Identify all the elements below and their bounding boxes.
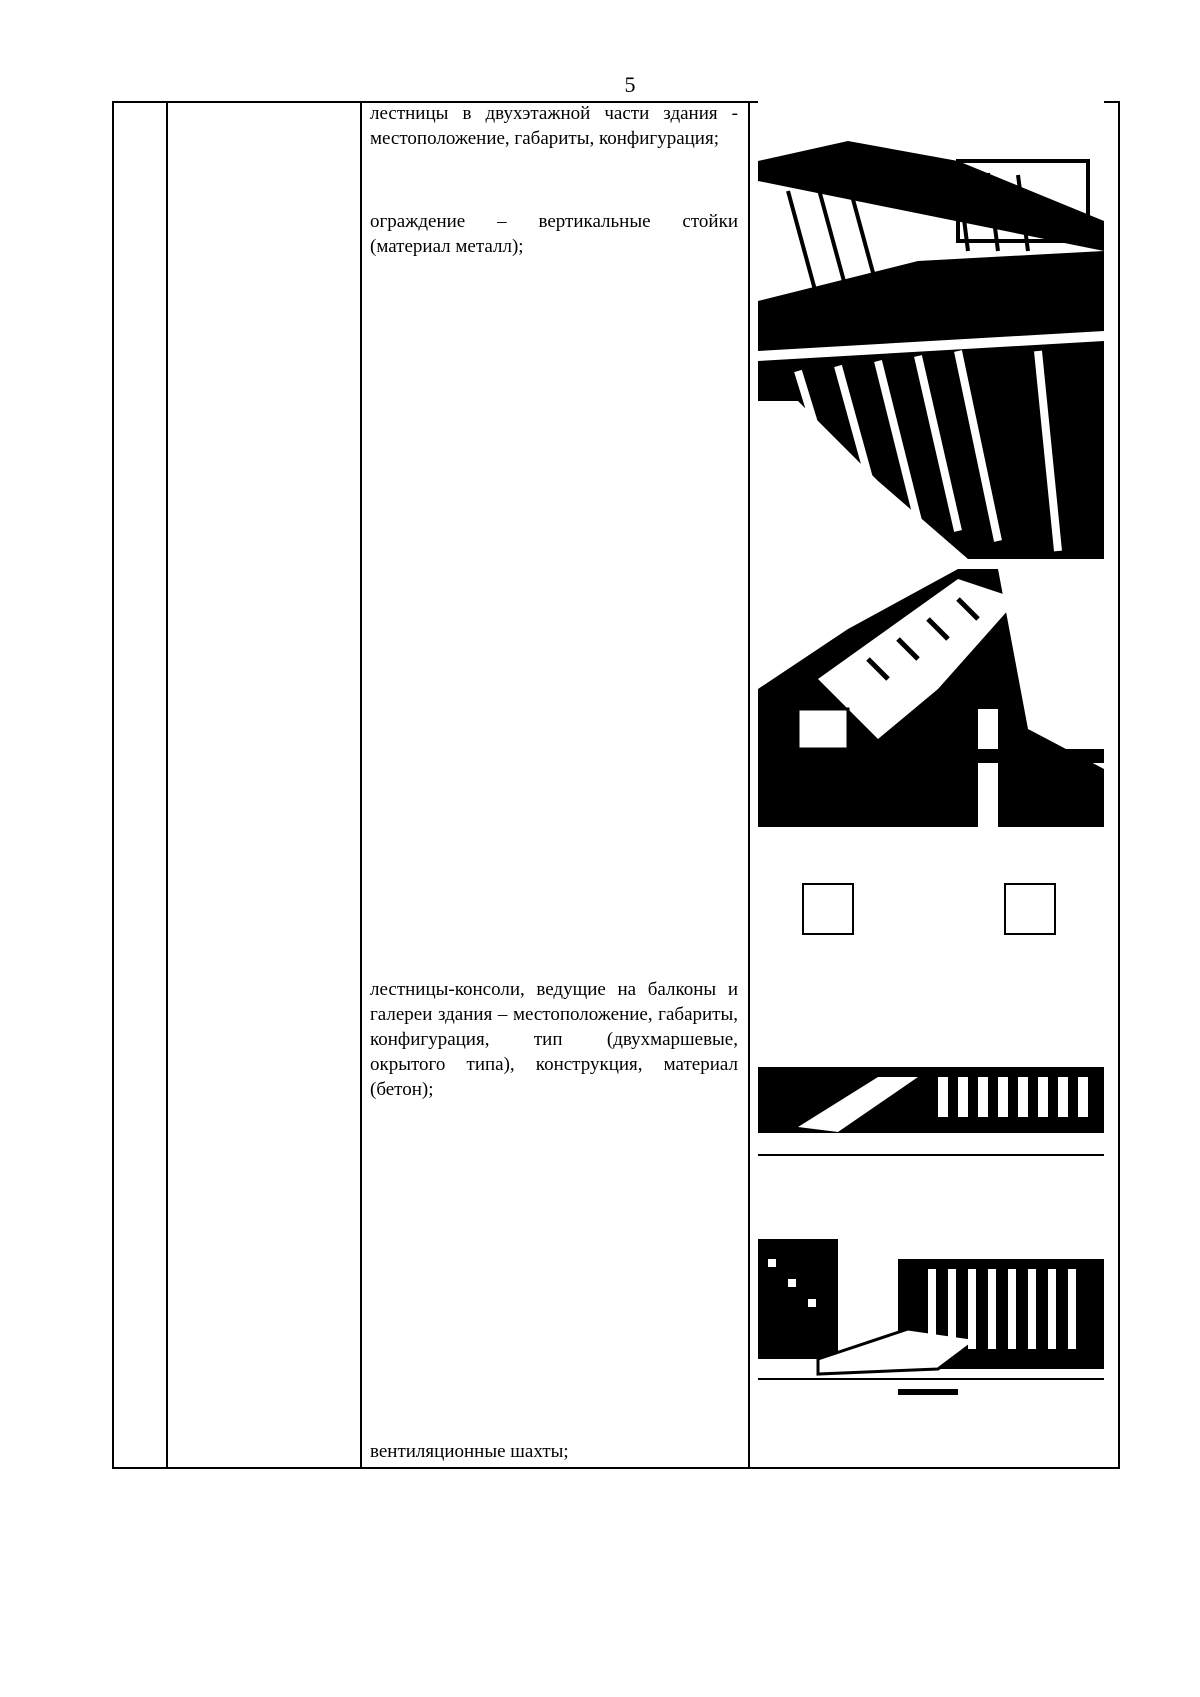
column-divider-3	[748, 103, 750, 1467]
marker-square-left	[802, 883, 854, 935]
text-stairs-two-storey: лестницы в двухэтажной части здания - местоположение, габариты, конфигурация;	[370, 103, 738, 149]
photo-building-street	[758, 1229, 1104, 1409]
photo-building-console-stairs	[758, 1037, 1104, 1161]
column-divider-2	[360, 103, 362, 1467]
page-number: 5	[624, 72, 636, 97]
text-railing: ограждение – вертикальные стойки (материал металл);	[370, 211, 738, 257]
document-table	[112, 101, 1120, 1469]
photo-stair-structure	[758, 569, 1104, 827]
text-stairs-consoles: лестницы-консоли, ведущие на балконы и галереи здания – местоположение, габариты, конфигурация, тип (двухмаршевые, окрытого типа), конструкция, материал (бетон);	[370, 979, 738, 1100]
marker-square-right	[1004, 883, 1056, 935]
photo-stair-railing	[758, 101, 1104, 559]
text-ventilation: вентиляционные шахты;	[370, 1441, 569, 1462]
column-divider-1	[166, 103, 168, 1467]
